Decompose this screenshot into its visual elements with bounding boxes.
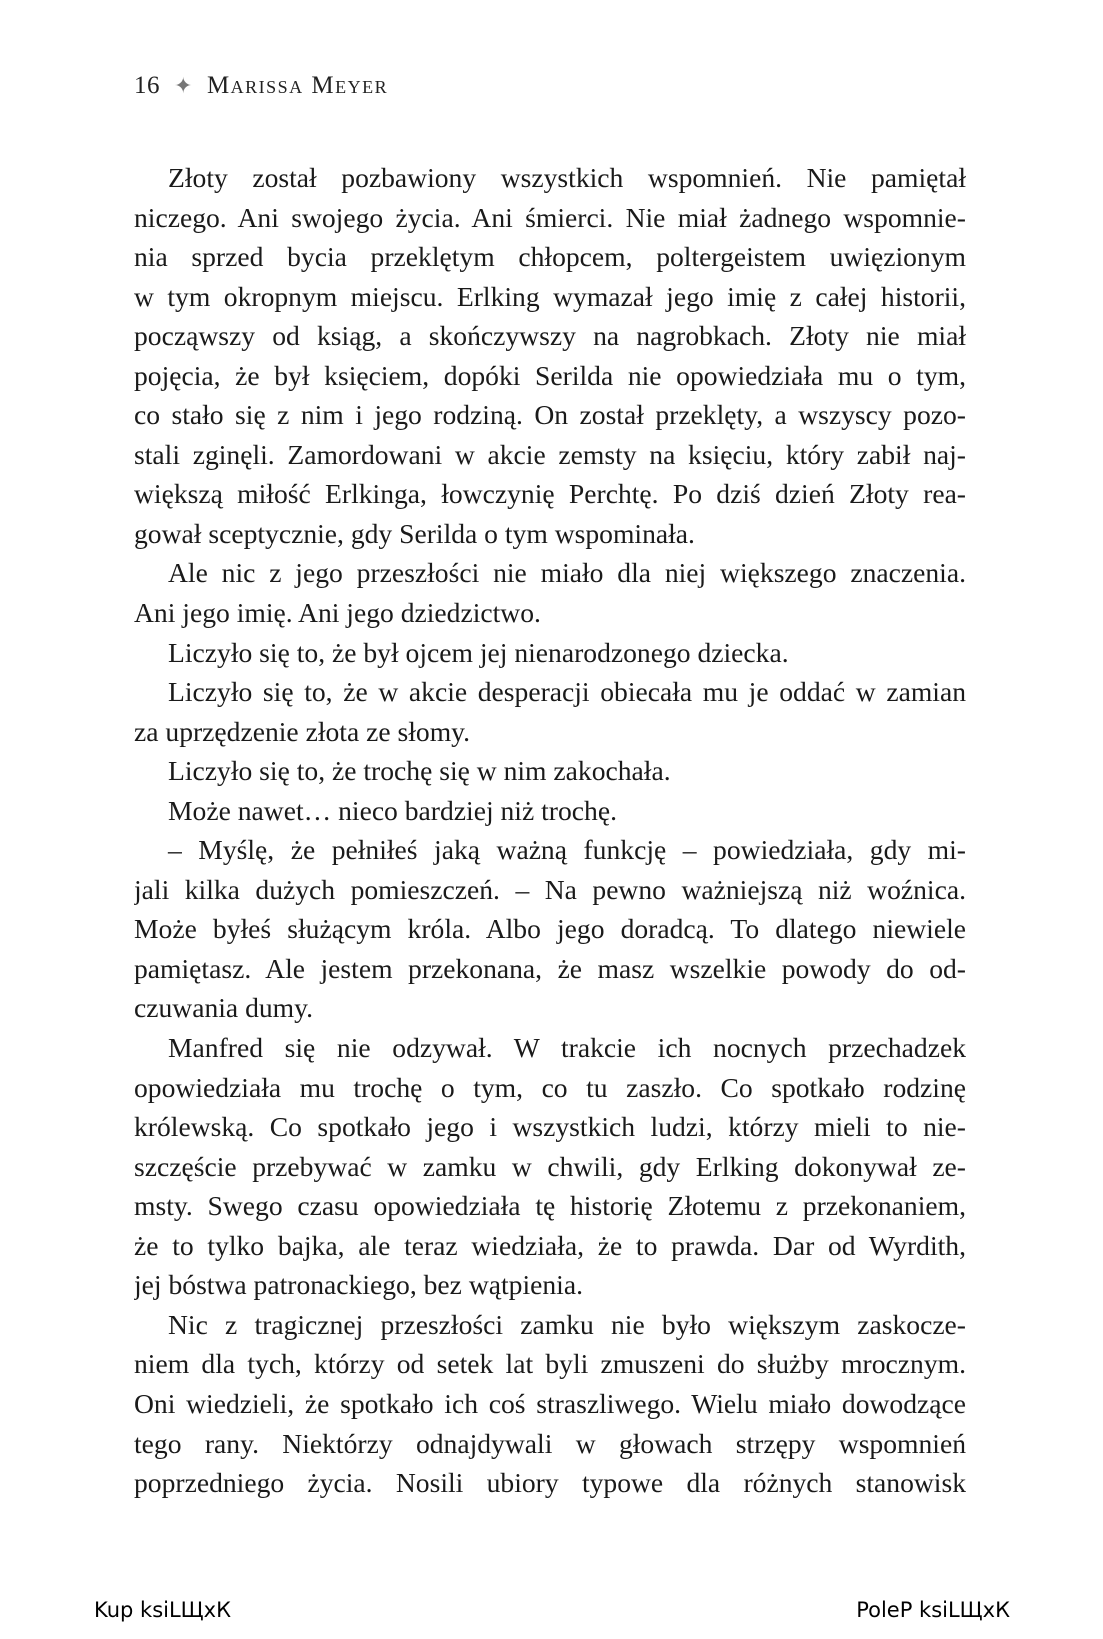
- text-line: Oni wiedzieli, że spotkało ich coś straszliwego. Wielu miało dowodzące: [134, 1387, 966, 1419]
- text-line: msty. Swego czasu opowiedziała tę historię Złotemu z przekonaniem,: [134, 1190, 966, 1222]
- text-line: szczęście przebywać w zamku w chwili, gdy Erlking dokonywał ze-: [134, 1150, 966, 1182]
- text-line: Może byłeś służącym króla. Albo jego doradcą. To dlatego niewiele: [134, 913, 966, 945]
- text-line: Liczyło się to, że był ojcem jej nienarodzonego dziecka.: [168, 636, 789, 668]
- text-line: czuwania dumy.: [134, 992, 314, 1024]
- text-line: opowiedziała mu trochę o tym, co tu zaszło. Co spotkało rodzinę: [134, 1071, 966, 1103]
- text-line: stali zginęli. Zamordowani w akcie zemsty na księciu, który zabił naj-: [134, 438, 966, 470]
- text-line: Złoty został pozbawiony wszystkich wspomnień. Nie pamiętał: [168, 162, 966, 193]
- text-line: pamiętasz. Ale jestem przekonana, że masz wszelkie powody do od-: [134, 952, 966, 984]
- text-line: tego rany. Niektórzy odnajdywali w głowach strzępy wspomnień: [134, 1427, 966, 1459]
- text-line: jej bóstwa patronackiego, bez wątpienia.: [134, 1269, 583, 1301]
- author-name: Marissa Meyer: [206, 72, 389, 99]
- text-line: gował sceptycznie, gdy Serilda o tym wspominała.: [134, 517, 695, 549]
- text-line: za uprzędzenie złota ze słomy.: [134, 715, 471, 747]
- footer-buy-link[interactable]: Kup ksiLЩxК: [94, 1598, 231, 1622]
- text-line: jali kilka dużych pomieszczeń. – Na pewno ważniejszą niż woźnica.: [134, 873, 966, 905]
- text-line: Ani jego imię. Ani jego dziedzictwo.: [134, 597, 541, 629]
- page-body-text: [134, 158, 966, 1503]
- text-line: co stało się z nim i jego rodziną. On został przeklęty, a wszyscy pozo-: [134, 399, 966, 431]
- text-line: niem dla tych, którzy od setek lat byli zmuszeni do służby mrocznym.: [134, 1348, 966, 1380]
- text-line: nia sprzed bycia przeklętym chłopcem, poltergeistem uwięzionym: [134, 241, 966, 273]
- running-header: [134, 72, 388, 100]
- text-line: niczego. Ani swojego życia. Ani śmierci. Nie miał żadnego wspomnie-: [134, 201, 966, 233]
- text-line: Manfred się nie odzywał. W trakcie ich nocnych przechadzek: [168, 1032, 966, 1064]
- text-line: – Myślę, że pełniłeś jaką ważną funkcję – powiedziała, gdy mi-: [168, 834, 966, 866]
- text-line: Liczyło się to, że w akcie desperacji obiecała mu je oddać w zamian: [168, 676, 966, 708]
- text-line: że to tylko bajka, ale teraz wiedziała, że to prawda. Dar od Wyrdith,: [134, 1229, 966, 1261]
- text-line: Może nawet… nieco bardziej niż trochę.: [168, 794, 617, 826]
- text-line: Nic z tragicznej przeszłości zamku nie było większym zaskocze-: [168, 1308, 966, 1340]
- text-line: Liczyło się to, że trochę się w nim zakochała.: [168, 755, 671, 787]
- text-line: w tym okropnym miejscu. Erlking wymazał jego imię z całej historii,: [134, 280, 966, 312]
- separator-ornament-icon: ✦: [174, 73, 193, 98]
- text-line: poprzedniego życia. Nosili ubiory typowe dla różnych stanowisk: [134, 1467, 966, 1499]
- text-line: począwszy od ksiąg, a skończywszy na nagrobkach. Złoty nie miał: [134, 320, 966, 352]
- text-line: pojęcia, że był księciem, dopóki Serilda nie opowiedziała mu o tym,: [134, 359, 966, 391]
- text-line: królewską. Co spotkało jego i wszystkich ludzi, którzy mieli to nie-: [134, 1111, 966, 1143]
- footer-recommend-link[interactable]: PoleP ksiLЩxК: [856, 1598, 1010, 1622]
- text-line: większą miłość Erlkinga, łowczynię Perchtę. Po dziś dzień Złoty rea-: [134, 478, 966, 510]
- text-line: Ale nic z jego przeszłości nie miało dla niej większego znaczenia.: [168, 557, 966, 589]
- page-number: 16: [134, 72, 160, 99]
